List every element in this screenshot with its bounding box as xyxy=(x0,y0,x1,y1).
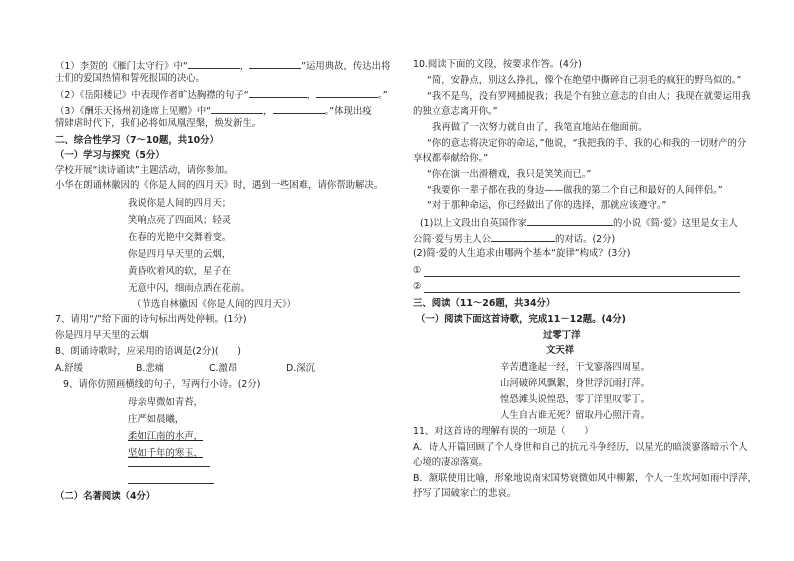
question-10-1-cont: 公简·爱与男主人公 的对话。(2分) xyxy=(413,234,616,245)
answer-marker: ① xyxy=(413,265,422,276)
answer-blank[interactable] xyxy=(211,104,263,114)
poem-line: 我说你是人间的四月天； xyxy=(128,198,232,209)
poem-line: 无意中闪，细雨点洒在花前。 xyxy=(128,283,250,294)
answer-line[interactable] xyxy=(424,276,740,277)
answer-line[interactable] xyxy=(424,292,740,293)
question-10-2: (2)简·爱的人生追求由哪两个基本“旋律”构成？(3分) xyxy=(413,248,631,259)
passage-line: “对于那种命运，你已经做出了你的选择，那就应该遵守。” xyxy=(427,200,667,211)
answer-blank[interactable] xyxy=(316,88,378,98)
poem-line: 黄昏吹着风的软，星子在 xyxy=(128,266,232,277)
option-b[interactable]: B.悲痛 xyxy=(136,363,165,374)
poem-line: 你是四月早天里的云烟， xyxy=(128,249,232,260)
poem-line: 人生自古谁无死？留取丹心照汗青。 xyxy=(500,410,651,421)
answer-blank[interactable] xyxy=(249,59,301,69)
option-c[interactable]: C.激昂 xyxy=(209,363,238,374)
poem-line: 在春的光艳中交舞着变。 xyxy=(128,232,232,243)
poem-line: 惶恐滩头说惶恐，零丁洋里叹零丁。 xyxy=(500,394,651,405)
poem-author: 文天祥 xyxy=(546,345,575,356)
q1-line2: （2）《岳阳楼记》中表现作者旷达胸襟的句子“ ， 。” xyxy=(55,90,388,101)
poem-line: 母亲卑微如青苔， xyxy=(128,397,204,408)
subsection-title: （二）名著阅读（4分） xyxy=(55,491,156,502)
question-8: 8、朗诵诗歌时，应采用的语调是(2分)( ) xyxy=(55,346,241,357)
option-b-cont: 抒写了国破家亡的悲哀。 xyxy=(413,488,517,499)
poem-line: 庄严如晨曦， xyxy=(128,414,185,425)
answer-blank[interactable] xyxy=(491,232,555,242)
poem-title: 过零丁洋 xyxy=(543,330,581,341)
option-a[interactable]: A.舒缓 xyxy=(55,363,83,374)
answer-blank[interactable] xyxy=(527,216,613,226)
passage-line: 我再做了一次努力就自由了，我笔直地站在他面前。 xyxy=(432,122,648,133)
question-7-line: 你是四月早天里的云烟 xyxy=(55,330,149,341)
poem-source: （节选自林徽因《你是人间的四月天》） xyxy=(132,299,297,310)
answer-line[interactable] xyxy=(128,483,214,484)
q1-line3-cont: 情肆虐时代下，我们必将如凤凰涅槃，焕发新生。 xyxy=(55,118,262,129)
passage-line: 的独立意志离开你。” xyxy=(413,106,498,117)
q1-line1: （1）李贺的《雁门太守行》中“ ， ”运用典故，传达出将 xyxy=(55,61,391,72)
question-11: 11、对这首诗的理解有误的一项是（ ） xyxy=(413,426,594,437)
question-9: 9、请你仿照画横线的句子，写两行小诗。(2分) xyxy=(63,379,261,390)
intro-line: 小华在朗诵林徽因的《你是人间的四月天》时，遇到一些困难，请你帮助解决。 xyxy=(55,180,384,191)
underlined-line: 坚如千年的寒玉， xyxy=(128,448,204,459)
intro-line: 学校开展“读诗诵读”主题活动，请你参加。 xyxy=(55,165,234,176)
subsection-title: （一）阅读下面这首诗歌，完成11－12题。(4分) xyxy=(416,314,626,325)
section2-title: 二、综合性学习（7～10题，共10分） xyxy=(55,135,219,146)
poem-line: 笑响点亮了四面风；轻灵 xyxy=(128,215,232,226)
question-7: 7、请用“/”给下面的诗句标出两处停顿。(1分) xyxy=(55,314,247,325)
answer-line[interactable] xyxy=(128,466,210,467)
underlined-line: 柔如江南的水声， xyxy=(128,431,204,442)
poem-line: 山河破碎风飘絮，身世浮沉雨打萍。 xyxy=(500,378,651,389)
passage-line: “我要你一辈子都在我的身边——做我的第二个自己和最好的人间伴侣。” xyxy=(427,185,723,196)
passage-line: 享权都奉献给你。” xyxy=(413,153,489,164)
passage-line: “我不是鸟，没有罗网捕捉我；我是个有独立意志的自由人；我现在就要运用我 xyxy=(427,91,751,102)
q1-line1-cont: 士们的爱国热情和誓死报国的决心。 xyxy=(55,73,206,84)
passage-line: “你在演一出滑稽戏，我只是笑笑而已。” xyxy=(427,169,592,180)
poem-line: 辛苦遭逢起一经，干戈寥落四周星。 xyxy=(500,362,651,373)
option-a-cont: 心境的凄凉落寞。 xyxy=(413,457,489,468)
option-a[interactable]: A．诗人开篇回顾了个人身世和自己的抗元斗争经历，以星光的暗淡寥落暗示个人 xyxy=(413,442,748,453)
subsection-title: （一）学习与探究（5分） xyxy=(55,150,165,161)
answer-blank[interactable] xyxy=(273,104,325,114)
answer-blank[interactable] xyxy=(188,59,240,69)
question-10: 10.阅读下面的文段，按要求作答。(4分) xyxy=(413,59,582,70)
question-10-1: (1)以上文段出自英国作家 的小说《简·爱》这里是女主人 xyxy=(420,218,738,229)
answer-blank[interactable] xyxy=(249,88,307,98)
q1-line3: （3）《酬乐天扬州初逢席上见赠》中“ ， 。”体现出疫 xyxy=(55,106,372,117)
answer-marker: ② xyxy=(413,281,422,292)
passage-line: “简，安静点，别这么挣扎，像个在绝望中撕碎自己羽毛的疯狂的野鸟似的。” xyxy=(427,75,742,86)
option-b[interactable]: B．颔联使用比喻，形象地说南宋国势衰微如风中柳絮，个人一生坎坷如雨中浮萍， xyxy=(413,473,757,484)
section3-title: 三、阅读（11～26题，共34分） xyxy=(413,298,556,309)
option-d[interactable]: D.深沉 xyxy=(286,363,315,374)
passage-line: “你的意志将决定你的命运，”他说，“我把我的手、我的心和我的一切财产的分 xyxy=(427,138,747,149)
